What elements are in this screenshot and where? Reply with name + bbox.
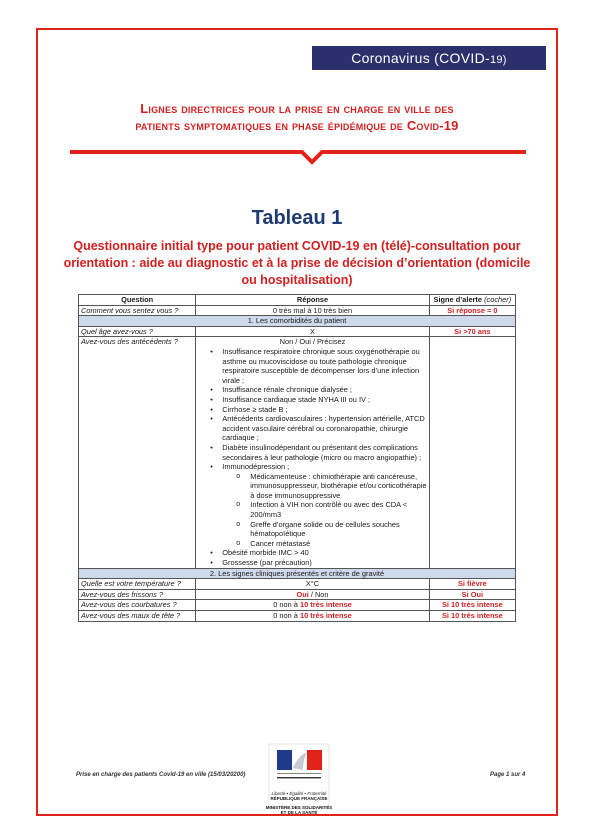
alert-cell[interactable]: Si Oui	[429, 589, 515, 600]
list-item: • Cirrhose ≥ stade B ;	[212, 405, 426, 415]
answer-text: 0 non à	[273, 600, 300, 610]
logo-ministry: MINISTÈRE DES SOLIDARITÉS ET DE LA SANTÉ	[265, 805, 333, 815]
answer-options: Non / Oui / Précisez	[279, 337, 346, 347]
antecedents-list	[198, 347, 426, 568]
table-row	[79, 305, 516, 316]
immunodepression-sublist	[222, 472, 426, 549]
section-heading: 2. Les signes cliniques présentés et critère de gravité	[79, 568, 516, 579]
question-cell: Avez-vous des courbatures ?	[79, 600, 196, 611]
table-row	[79, 600, 516, 611]
logo-republic: RÉPUBLIQUE FRANÇAISE	[270, 796, 328, 801]
alert-cell[interactable]	[429, 337, 515, 568]
answer-highlight: 10 très intense	[299, 611, 352, 620]
header-signe-note: (cocher)	[484, 295, 512, 304]
answer-cell	[196, 600, 429, 611]
document-title	[48, 100, 546, 134]
header-signe-text: Signe d’alerte	[433, 295, 482, 304]
footer-page-number: Page 1 sur 4	[490, 772, 526, 778]
answer-text: / Non	[308, 589, 329, 599]
answer-cell	[196, 589, 429, 600]
question-cell: Avez-vous des antécédents ?	[79, 337, 196, 568]
alert-cell[interactable]: Si fièvre	[429, 579, 515, 590]
title-underline-decoration	[70, 150, 530, 166]
section-row-comorbidities	[79, 316, 516, 327]
sub-list-item: o Infection à VIH non contrôlé ou avec des CDA < 200/mm3	[240, 500, 426, 519]
footer-left: Prise en charge des patients Covid-19 en ville (15/03/20200)	[76, 772, 246, 778]
table-row	[79, 611, 516, 622]
answer-cell	[196, 611, 429, 622]
list-item: • Insuffisance respiratoire chronique sous oxygénothérapie ou asthme ou mucoviscidose ou toute pathologie chronique respiratoire susceptible de décompenser lors d’une infection virale ;	[212, 347, 426, 385]
header-signe	[429, 295, 515, 306]
answer-cell: X	[196, 326, 429, 337]
answer-cell: 0 très mal à 10 très bien	[196, 305, 429, 316]
header-reponse: Réponse	[196, 295, 429, 306]
question-cell: Quel âge avez-vous ?	[79, 326, 196, 337]
logo-motto: Liberté • Égalité • Fraternité	[271, 791, 327, 796]
sub-list-item: o Cancer métastasé	[240, 539, 426, 549]
question-cell: Avez-vous des frissons ?	[79, 589, 196, 600]
question-cell: Comment vous sentez vous ?	[79, 305, 196, 316]
section-heading: 1. Les comorbidités du patient	[79, 316, 516, 327]
answer-cell: X°C	[196, 579, 429, 590]
list-item: • Insuffisance rénale chronique dialysée ;	[212, 385, 426, 395]
tableau-subtitle: Questionnaire initial type pour patient COVID-19 en (télé)-consultation pour orientation : aide au diagnostic et à la prise de décision d’orientation (domicile ou hospitalisation)	[63, 239, 531, 287]
table-row	[79, 579, 516, 590]
sub-list-item: o Médicamenteuse : chimiothérapie anti cancéreuse, immunosuppresseur, biothérapie et/ou corticothérapie à dose immunosuppressive	[240, 472, 426, 501]
table-row-antecedents	[79, 337, 516, 568]
answer-text: 0 non à	[273, 611, 300, 620]
table-row	[79, 326, 516, 337]
question-cell: Avez-vous des maux de tête ?	[79, 611, 196, 622]
alert-cell[interactable]: Si 10 très intense	[429, 600, 515, 611]
list-item	[212, 462, 426, 548]
questionnaire-table	[78, 294, 516, 622]
sub-list-item: o Greffe d’organe solide ou de cellules souches hématopoïétique	[240, 520, 426, 539]
alert-cell[interactable]: Si réponse = 0	[429, 305, 515, 316]
section-row-signs	[79, 568, 516, 579]
list-item: • Obésité morbide IMC > 40	[212, 548, 426, 558]
tableau-title: Tableau 1	[251, 207, 343, 229]
alert-cell[interactable]: Si 10 très intense	[429, 611, 515, 622]
banner-text-small: 19)	[489, 54, 507, 66]
answer-cell	[196, 337, 429, 568]
banner-text: Coronavirus (COVID-	[351, 50, 490, 66]
table-row	[79, 589, 516, 600]
header-question: Question	[79, 295, 196, 306]
document-title-line2: patients symptomatiques en phase épidémique de Covid-19	[135, 118, 459, 133]
list-item: • Grossesse (par précaution)	[212, 558, 426, 568]
table-header-row	[79, 295, 516, 306]
question-cell: Quelle est votre température ?	[79, 579, 196, 590]
logo-text	[263, 791, 335, 815]
covid-banner	[312, 46, 546, 70]
answer-highlight: 10 très intense	[299, 600, 352, 610]
list-item: • Diabète insulinodépendant ou présentant des complications secondaires à leur pathologie (micro ou macro angiopathie) ;	[212, 443, 426, 462]
list-item-text: Immunodépression ;	[222, 462, 290, 472]
answer-highlight: Oui	[296, 589, 309, 599]
alert-cell[interactable]: Si >70 ans	[429, 326, 515, 337]
list-item: • Insuffisance cardiaque stade NYHA III ou IV ;	[212, 395, 426, 405]
document-title-line1: Lignes directrices pour la prise en charge en ville des	[140, 101, 454, 116]
list-item: • Antécédents cardiovasculaires : hypertension artérielle, ATCD accident vasculaire cérébral ou coronaropathie, chirurgie cardiaque ;	[212, 414, 426, 443]
